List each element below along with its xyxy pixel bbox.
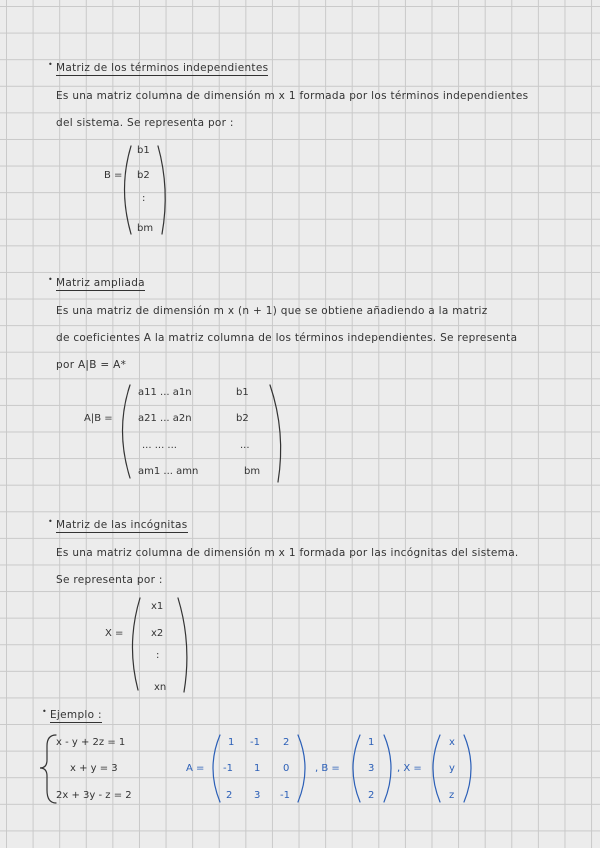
equation: 2x + 3y - z = 2	[56, 790, 132, 801]
augmented-cell: am1 ... amn	[138, 466, 199, 477]
matrix-a-cell: 2	[283, 737, 290, 748]
matrix-x-right-paren	[178, 598, 187, 692]
unknowns-line1: Es una matriz columna de dimensión m x 1 formada por las incógnitas del sistema.	[56, 547, 519, 559]
matrix-x-label: X =	[105, 628, 124, 639]
matrix-b-example-cell: 3	[368, 763, 375, 774]
matrix-a-label: A =	[186, 763, 205, 774]
equation: x - y + 2z = 1	[56, 737, 126, 748]
matrix-x-example-right-paren	[464, 735, 471, 802]
heading-example: • Ejemplo :	[50, 709, 102, 723]
heading-independent-terms: • Matriz de los términos independientes	[56, 62, 268, 76]
augmented-cell: b2	[236, 413, 249, 424]
matrix-a-cell: 0	[283, 763, 290, 774]
matrix-a-left-paren	[213, 735, 220, 802]
matrix-b-entry: b2	[137, 170, 150, 181]
matrix-x-left-paren	[132, 598, 140, 690]
matrix-b-label: B =	[104, 170, 123, 181]
matrix-x-entry: xn	[154, 682, 167, 693]
augmented-right-paren	[270, 385, 281, 482]
augmented-cell: ... ... ...	[142, 440, 177, 451]
matrix-a-cell: 3	[254, 790, 261, 801]
matrix-x-entry: x1	[151, 601, 164, 612]
matrix-x-entry: x2	[151, 628, 164, 639]
matrix-a-right-paren	[298, 735, 305, 802]
matrix-b-entry: b1	[137, 145, 150, 156]
matrix-b-example-label: , B =	[315, 763, 340, 774]
matrix-a-cell: -1	[223, 763, 233, 774]
matrix-b-example-cell: 1	[368, 737, 375, 748]
matrix-x-entry: :	[156, 650, 160, 661]
augmented-left-paren	[123, 385, 131, 478]
matrix-b-example-right-paren	[384, 735, 391, 802]
matrix-x-example-cell: y	[449, 763, 455, 774]
matrix-a-cell: 1	[228, 737, 235, 748]
matrix-x-example-cell: z	[449, 790, 455, 801]
matrix-b-entry: :	[142, 193, 146, 204]
augmented-line1: Es una matriz de dimensión m x (n + 1) que se obtiene añadiendo a la matriz	[56, 305, 488, 317]
independent-terms-line2: del sistema. Se representa por :	[56, 117, 234, 129]
matrix-b-example-cell: 2	[368, 790, 375, 801]
augmented-matrix-label: A|B =	[84, 413, 113, 424]
heading-augmented-matrix: • Matriz ampliada	[56, 277, 145, 291]
augmented-cell: bm	[244, 466, 261, 477]
matrix-a-cell: -1	[250, 737, 260, 748]
augmented-cell: a21 ... a2n	[138, 413, 192, 424]
augmented-cell: ...	[240, 440, 250, 451]
matrix-x-example-cell: x	[449, 737, 455, 748]
augmented-line3: por A|B = A*	[56, 359, 127, 371]
matrix-a-cell: -1	[280, 790, 290, 801]
equation: x + y = 3	[70, 763, 118, 774]
matrix-x-example-left-paren	[433, 735, 440, 802]
matrix-b-example-left-paren	[353, 735, 360, 802]
augmented-cell: b1	[236, 387, 249, 398]
augmented-line2: de coeficientes A la matriz columna de los términos independientes. Se representa	[56, 332, 518, 344]
matrix-b-right-paren	[158, 146, 165, 234]
matrix-b-left-paren	[125, 146, 132, 234]
unknowns-line2: Se representa por :	[56, 574, 163, 586]
matrix-a-cell: 2	[226, 790, 233, 801]
matrix-x-example-label: , X =	[397, 763, 422, 774]
augmented-cell: a11 ... a1n	[138, 387, 192, 398]
independent-terms-line1: Es una matriz columna de dimensión m x 1 formada por los términos independientes	[56, 90, 529, 102]
heading-unknowns-matrix: • Matriz de las incógnitas	[56, 519, 188, 533]
matrix-b-entry: bm	[137, 223, 154, 234]
matrix-a-cell: 1	[254, 763, 261, 774]
system-brace	[40, 735, 56, 803]
